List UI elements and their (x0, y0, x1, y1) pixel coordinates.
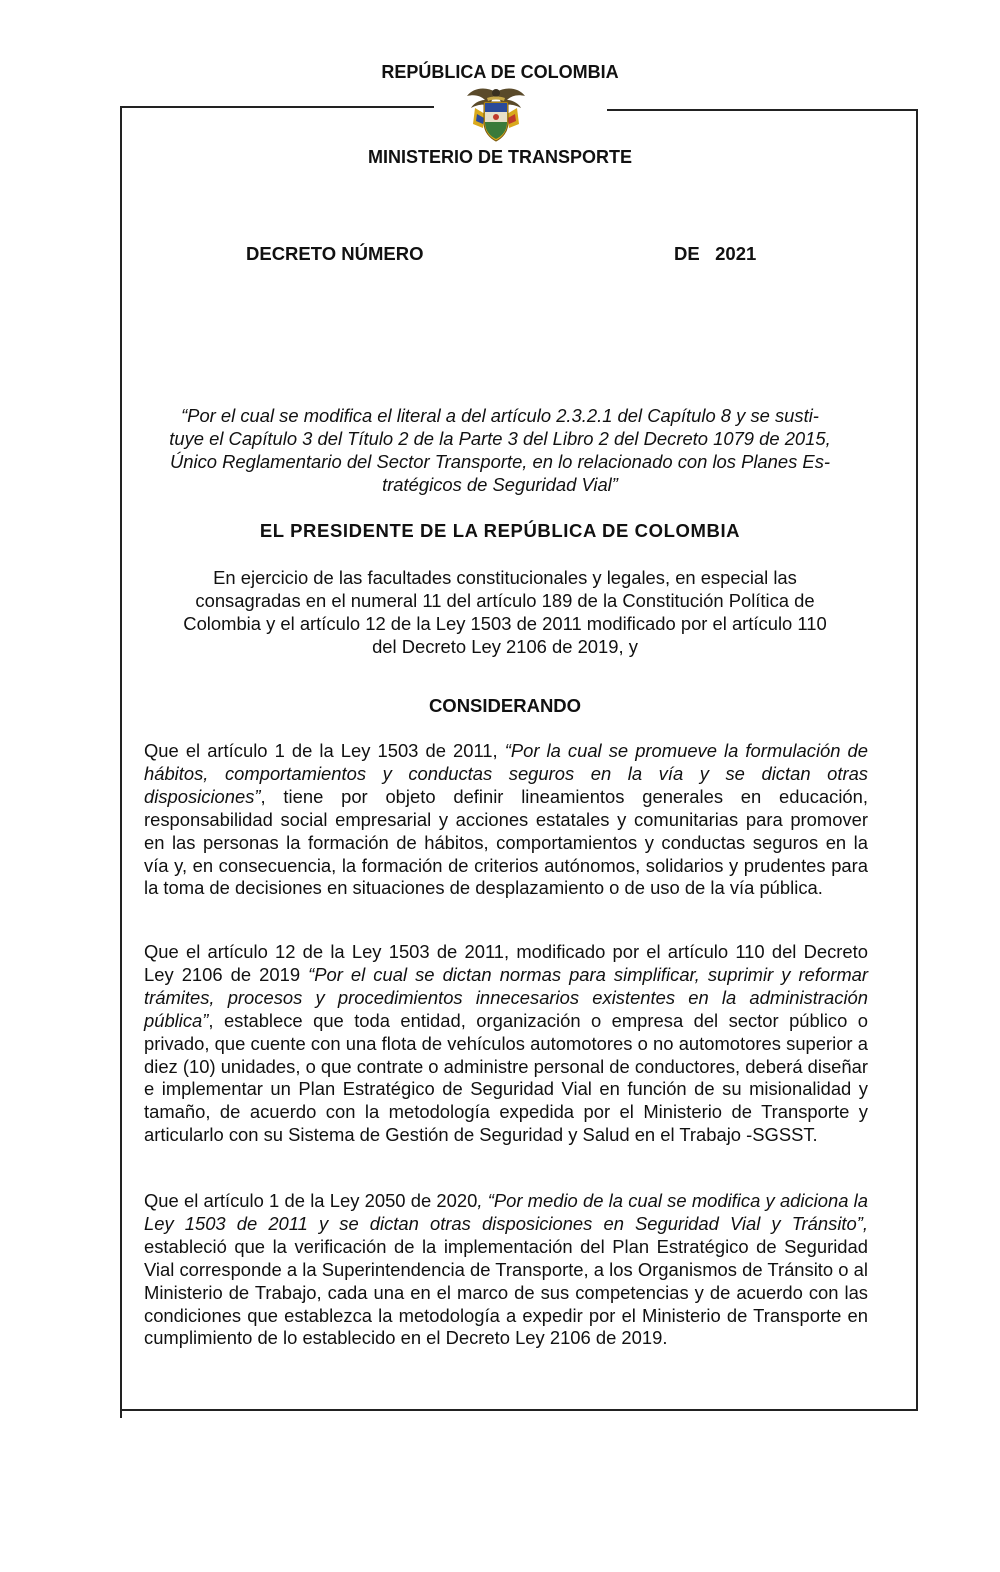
law-title-quote: “Por el cual se dictan normas para simplificar, suprimir y reformar trámites, procesos y procedimientos innecesarios existentes en la administración pública” (144, 963, 868, 1031)
frame-bottom (120, 1409, 918, 1411)
considering-paragraph-2 (144, 941, 868, 1147)
coat-of-arms-emblem (465, 84, 527, 144)
powers-line: del Decreto Ley 2106 de 2019, y (372, 636, 638, 657)
considering-paragraph-3 (144, 1190, 868, 1350)
republic-heading: REPÚBLICA DE COLOMBIA (381, 62, 619, 82)
decree-number-label: DECRETO NÚMERO (246, 243, 424, 264)
paragraph-text: Que el artículo 1 de la Ley 2050 de 2020 (144, 1190, 478, 1211)
decree-title (130, 404, 870, 496)
frame-top-left (121, 106, 434, 108)
powers-line: consagradas en el numeral 11 del artículo 189 de la Constitución Política de (195, 590, 815, 611)
decree-year-label: DE 2021 (674, 243, 757, 264)
title-line: tuye el Capítulo 3 del Título 2 de la Parte 3 del Libro 2 del Decreto 1079 de 2015, (169, 428, 831, 449)
title-line: tratégicos de Seguridad Vial” (382, 474, 618, 495)
president-heading: EL PRESIDENTE DE LA REPÚBLICA DE COLOMBIA (259, 520, 741, 541)
paragraph-text: estableció que la verificación de la implementación del Plan Estratégico de Seguridad Vial corresponde a la Superintendencia de Transporte, a los Organismos de Tránsito o al Ministerio de Trabajo, cada una en el marco de sus competencias y de acuerdo con las condiciones que establezca la metodología a expedir por el Ministerio de Transporte en cumplimiento de lo establecido en el Decreto Ley 2106 de 2019. (144, 1235, 868, 1349)
frame-top-right (607, 109, 918, 111)
powers-line: En ejercicio de las facultades constitucionales y legales, en especial las (213, 567, 797, 588)
title-line: “Por el cual se modifica el literal a del artículo 2.3.2.1 del Capítulo 8 y se susti- (181, 405, 819, 426)
ministry-heading: MINISTERIO DE TRANSPORTE (367, 147, 632, 167)
paragraph-text: Que el artículo 1 de la Ley 1503 de 2011, (144, 740, 505, 761)
powers-line: Colombia y el artículo 12 de la Ley 1503 de 2011 modificado por el artículo 110 (183, 613, 827, 634)
powers-paragraph (130, 566, 880, 658)
paragraph-text: Que el artículo 12 de la Ley 1503 de 2011, modificado por el artículo 110 del Decreto Ley 2106 de 2019 (144, 941, 868, 985)
paragraph-text: , tiene por objeto definir lineamientos generales en educación, responsabilidad social empresarial y acciones estatales y comunitarias para promover en las personas la formación de hábitos, comportamientos y conductas seguros en la vía y, en consecuencia, la formación de criterios autónomos, solidarios y prudentes para la toma de decisiones en situaciones de desplazamiento o de uso de la vía pública. (144, 785, 868, 899)
frame-left (120, 106, 122, 1418)
considering-paragraph-1 (144, 740, 868, 900)
considering-heading: CONSIDERANDO (428, 695, 582, 716)
law-title-quote: , “Por medio de la cual se modifica y adiciona la Ley 1503 de 2011 y se dictan otras disposiciones en Seguridad Vial y Tránsito”, (144, 1190, 868, 1234)
law-title-quote: “Por la cual se promueve la formulación de hábitos, comportamientos y conductas seguros en la vía y se dictan otras disposiciones” (144, 740, 869, 807)
frame-right (916, 109, 918, 1411)
paragraph-text: , establece que toda entidad, organización o empresa del sector público o privado, que cuente con una flota de vehículos automotores o no automotores superior a diez (10) unidades, o que contrate o administre personal de conductores, deberá diseñar e implementar un Plan Estratégico de Seguridad Vial en función de su misionalidad y tamaño, de acuerdo con la metodología expedida por el Ministerio de Transporte y articularlo con su Sistema de Gestión de Seguridad y Salud en el Trabajo -SGSST. (144, 1009, 868, 1146)
title-line: Único Reglamentario del Sector Transporte, en lo relacionado con los Planes Es- (169, 451, 831, 472)
